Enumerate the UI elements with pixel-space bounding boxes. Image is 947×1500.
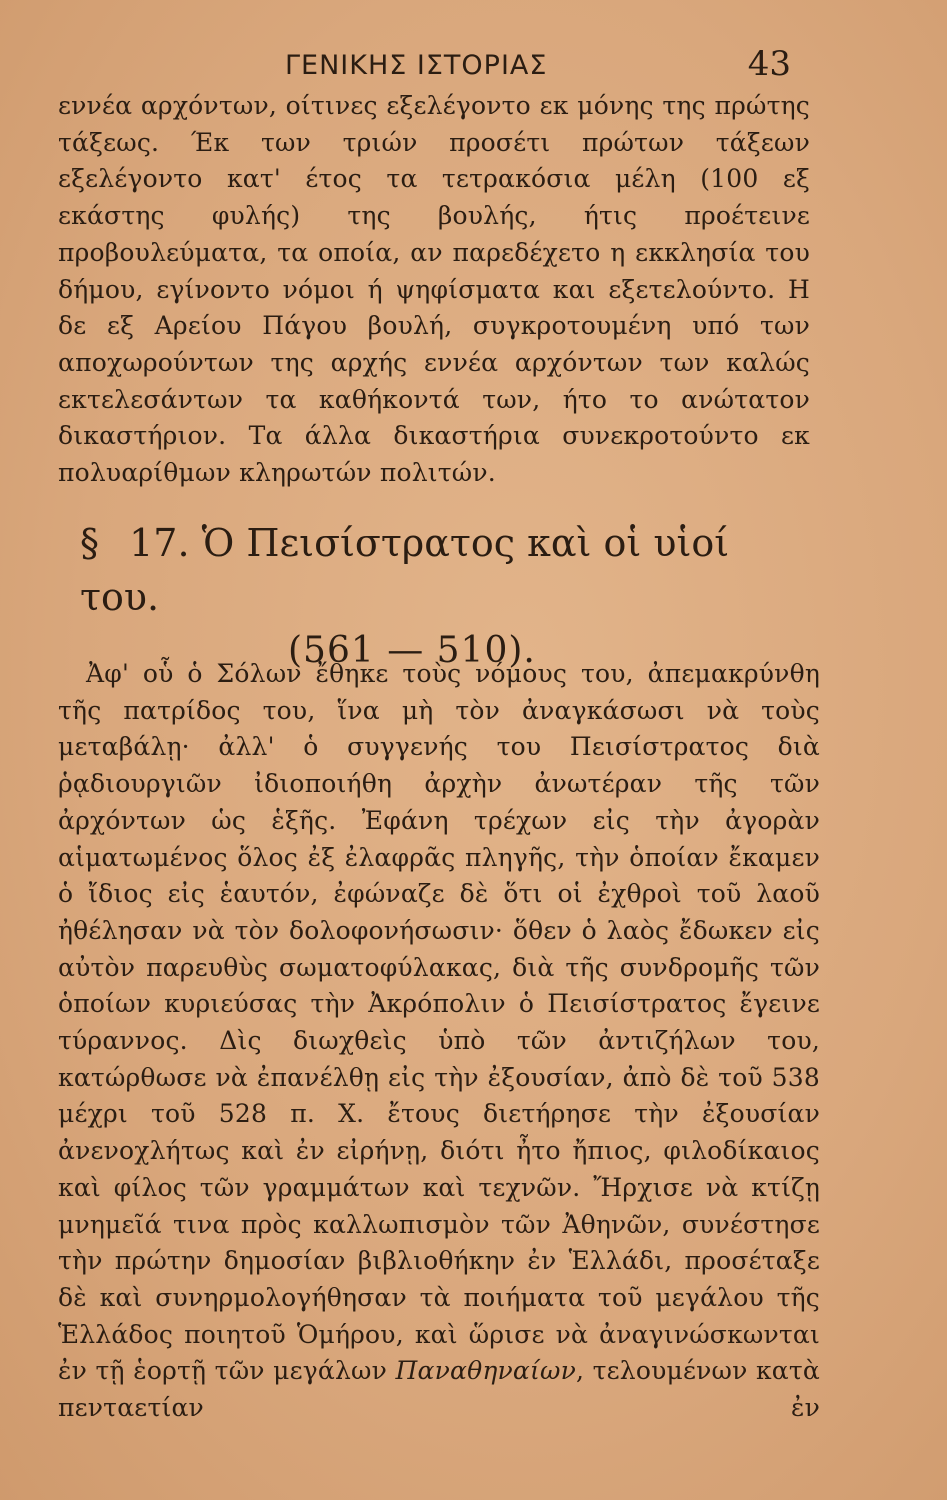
paragraph-2-tail: , τελουμένων κατὰ πενταετίαν ἐν <box>58 1356 820 1423</box>
panathenaia-italic: Παναθηναίων <box>395 1356 576 1386</box>
section-number: 17. <box>129 521 190 565</box>
section-heading <box>80 516 800 678</box>
page-number: 43 <box>747 44 791 84</box>
running-title: ΓΕΝΙΚΗΣ ΙΣΤΟΡΙΑΣ <box>285 50 548 81</box>
section-dates: (561 — 510). <box>288 630 536 671</box>
paragraph-2 <box>58 656 820 1427</box>
paragraph-2-text: Ἀφ' οὗ ὁ Σόλων ἔθηκε τοὺς νόμους του, ἀπεμακρύνθη τῆς πατρίδος του, ἵνα μὴ τὸν ἀναγκάσωσι νὰ τοὺς μεταβάλῃ· ἀλλ' ὁ συγγενής του Πεισίστρατος διὰ ῥᾳδιουργιῶν ἰδιοποιήθη ἀρχὴν ἀνωτέραν τῆς τῶν ἀρχόντων ὡς ἑξῆς. Ἐφάνη τρέχων εἰς τὴν ἀγορὰν αἱματωμένος ὅλος ἐξ ἐλαφρᾶς πληγῆς, τὴν ὁποίαν ἔκαμεν ὁ ἴδιος εἰς ἑαυτόν, ἐφώναζε δὲ ὅτι οἱ ἐχθροὶ τοῦ λαοῦ ἠθέλησαν νὰ τὸν δολοφονήσωσιν· ὅθεν ὁ λαὸς ἔδωκεν εἰς αὐτὸν παρευθὺς σωματοφύλακας, διὰ τῆς συνδρομῆς τῶν ὁποίων κυριεύσας τὴν Ἀκρόπολιν ὁ Πεισίστρατος ἔγεινε τύραννος. Δὶς διωχθεὶς ὑπὸ τῶν ἀντιζήλων του, κατώρθωσε νὰ ἐπανέλθῃ εἰς τὴν ἐξουσίαν, ἀπὸ δὲ τοῦ 538 μέχρι τοῦ 528 π. Χ. ἔτους διετήρησε τὴν ἐξουσίαν ἀνενοχλήτως καὶ ἐν εἰρήνῃ, διότι ἦτο ἤπιος, φιλοδίκαιος καὶ φίλος τῶν γραμμάτων καὶ τεχνῶν. Ἤρχισε νὰ κτίζῃ μνημεῖά τινα πρὸς καλλωπισμὸν τῶν Ἀθηνῶν, συνέστησε τὴν πρώτην δημοσίαν βιβλιοθήκην ἐν Ἑλλάδι, προσέταξε δὲ καὶ συνηρμολογήθησαν τὰ ποιήματα τοῦ μεγάλου τῆς Ἑλλάδος ποιητοῦ Ὁμήρου, καὶ ὥρισε νὰ ἀναγινώσκωνται ἐν τῇ ἑορτῇ τῶν μεγάλων <box>58 659 820 1386</box>
running-head <box>0 44 947 84</box>
section-sign: § <box>80 521 99 565</box>
section-title: Ὁ Πεισίστρατος καὶ οἱ υἱοί του. <box>80 521 730 619</box>
paragraph-1: εννέα αρχόντων, οίτινες εξελέγοντο εκ μόνης της πρώτης τάξεως. Έκ των τριών προσέτι πρώτων τάξεων εξελέγοντο κατ' έτος τα τετρακόσια μέλη (100 εξ εκάστης φυλής) της βουλής, ήτις προέτεινε προβουλεύματα, τα οποία, αν παρεδέχετο η εκκλησία του δήμου, εγίνοντο νόμοι ή ψηφίσματα και εξετελούντο. Η δε εξ Αρείου Πάγου βουλή, συγκροτουμένη υπό των αποχωρούντων της αρχής εννέα αρχόντων των καλώς εκτελεσάντων τα καθήκοντά των, ήτο το ανώτατον δικαστήριον. Τα άλλα δικαστήρια συνεκροτούντο εκ πολυαρίθμων κληρωτών πολιτών. <box>58 91 810 488</box>
